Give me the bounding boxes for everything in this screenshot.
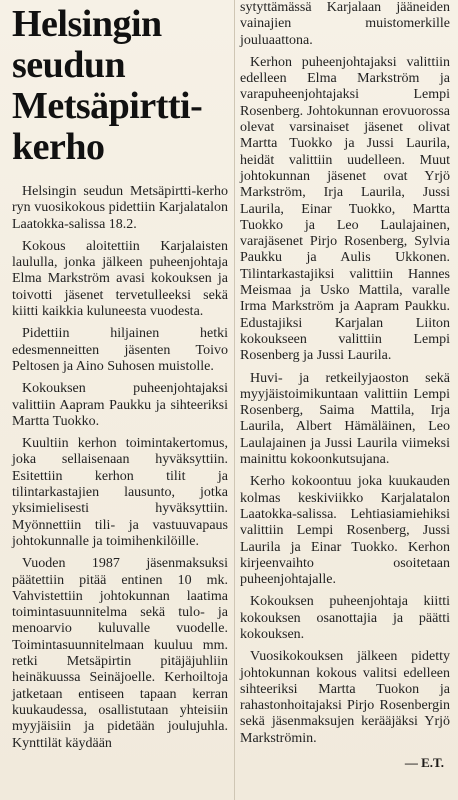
paragraph: Vuosikokouksen jälkeen pidetty johtokunnan kokous valitsi edelleen sihteeriksi Martta Tuokon ja rahastonhoitajaksi Pirjo Rosenbergin sekä jäsenmaksujen kerääjäksi Yrjö Markströmin.: [240, 649, 450, 746]
paragraph: Kerhon puheenjohtajaksi valittiin edelleen Elma Markström ja varapuheenjohtajaksi Lempi Rosenberg. Johtokunnan erovuorossa olevat varsinaiset jäsenet olivat Martta Tuokko ja Jussi Laurila, heidät valittiin uudelleen. Muut johtokunnan jäsenet ovat Yrjö Markström, Irja Laurila, Jussi Laurila, Einar Tuokko, Martta Tuokko ja Leo Laulajainen, varajäsenet Pirjo Rosenberg, Sylvia Paukku ja Aulis Ukkonen. Tilintarkastajiksi valittiin Hannes Meismaa ja Usko Mattila, varalle Irma Markström ja Aapram Paukku. Edustajiksi Karjalan Liiton kokoukseen valittiin Lempi Rosenberg ja Jussi Laurila.: [240, 54, 450, 364]
paragraph: Huvi- ja retkeilyjaoston sekä myyjäistoimikuntaan valittiin Lempi Rosenberg, Saima Mattila, Irja Laurila, Albert Hämäläinen, Leo Laulajainen ja Jussi Laurila viimeksi mainittu kokoonkutsujana.: [240, 370, 450, 468]
right-column: [240, 0, 450, 800]
paragraph: Vuoden 1987 jäsenmaksuksi päätettiin pitää entinen 10 mk. Vahvistettiin johtokunnan laatima toimintasuunnitelma sekä tulo- ja menoarvio kuluvalle vuodelle. Toimintasuunnitelmaan kuuluu mm. retki Metsäpirtin pitäjäjuhliin heinäkuussa Seinäjoelle. Kerhoiltoja jatketaan entiseen tapaan kerran kuukaudessa, osallistutaan yhteisiin myyjäisiin ja pidetään joulujuhla. Kynttilät käydään: [12, 556, 228, 751]
article-headline: Helsingin seudun Metsäpirtti-kerho: [12, 3, 203, 168]
paragraph: Pidettiin hiljainen hetki edesmenneitten jäsenten Toivo Peltosen ja Aino Suhosen muistolle.: [12, 326, 228, 374]
paragraph: sytyttämässä Karjalaan jääneiden vainajien muistomerkille jouluaattona.: [240, 0, 450, 48]
left-column-body: [12, 184, 228, 752]
paragraph: Helsingin seudun Metsäpirtti-kerho ryn vuosikokous pidettiin Karjalatalon Laatokka-salissa 18.2.: [12, 184, 228, 232]
right-column-body: [240, 0, 450, 747]
paragraph: Kuultiin kerhon toimintakertomus, joka sellaisenaan hyväksyttiin. Esitettiin kerhon tilit ja tilintarkastajien lausunto, jotka yksimielisesti hyväksyttiin. Myönnettiin tili- ja vastuuvapaus johtokunnalle ja toimihenkilöille.: [12, 436, 228, 549]
left-column: [12, 0, 228, 800]
author-signature: — E.T.: [404, 755, 444, 771]
paragraph: Kokouksen puheenjohtaja kiitti kokouksen osanottajia ja päätti kokouksen.: [240, 594, 450, 642]
column-divider: [234, 0, 235, 800]
paragraph: Kokous aloitettiin Karjalaisten laululla, jonka jälkeen puheenjohtaja Elma Markström avasi kokouksen ja toivotti jäsenet tervetulleeksi sekä kiitti kaikkia kuluneesta vuodesta.: [12, 238, 228, 320]
paragraph: Kokouksen puheenjohtajaksi valittiin Aapram Paukku ja sihteeriksi Martta Tuokko.: [12, 381, 228, 429]
paragraph: Kerho kokoontuu joka kuukauden kolmas keskiviikko Karjalatalon Laatokka-salissa. Lehtiasiamiehiksi valittiin Lempi Rosenberg, Jussi Laurila ja Einar Tuokko. Kerhon kirjeenvaihto osoitetaan puheenjohtajalle.: [240, 474, 450, 588]
